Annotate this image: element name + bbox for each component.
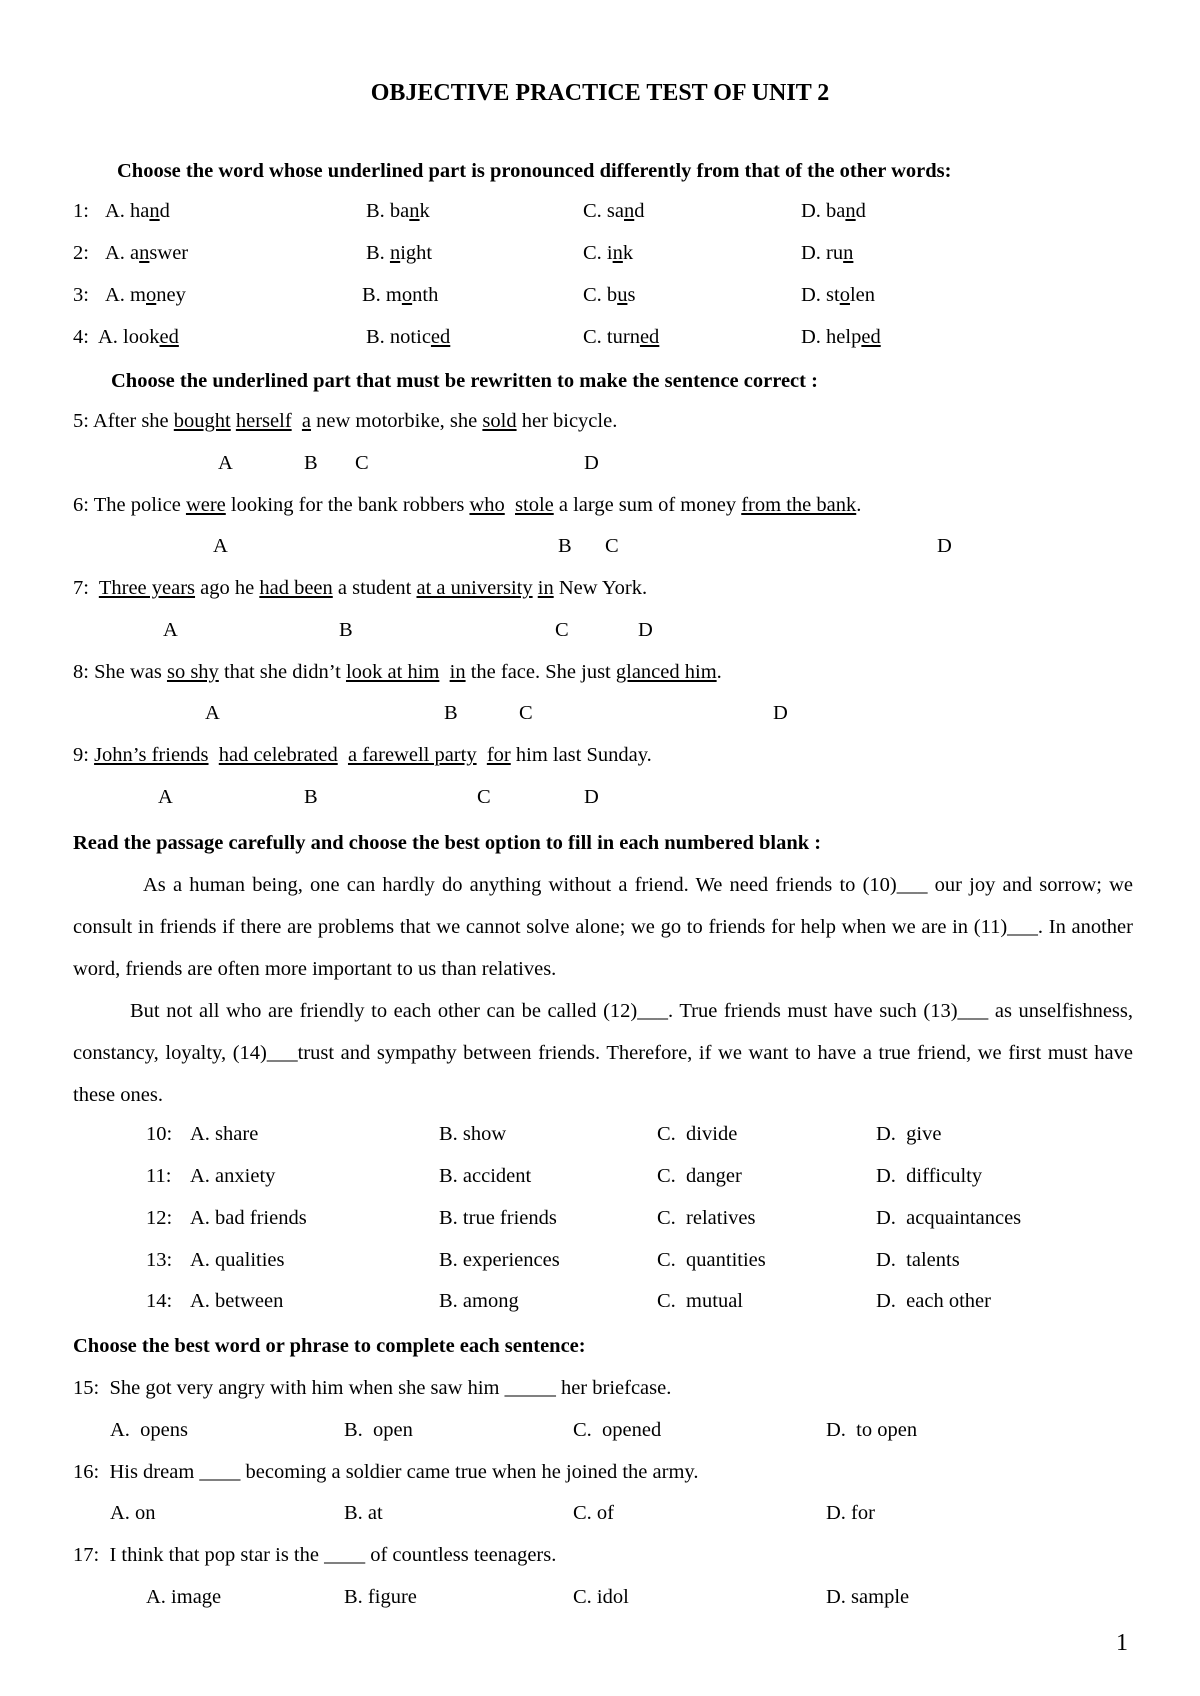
option-text: k <box>622 242 634 264</box>
option-letter: B <box>444 702 458 724</box>
answer-option: B. figure <box>344 1586 417 1608</box>
underlined-letters: n <box>149 200 160 222</box>
option-text: A. look <box>98 326 160 348</box>
answer-option <box>801 282 875 308</box>
section4-heading: Choose the best word or phrase to complete each sentence: <box>73 1335 586 1357</box>
answer-option <box>583 282 635 308</box>
question-number: 11: <box>146 1165 172 1187</box>
option-text: C. turn <box>583 326 640 348</box>
option-text: ney <box>156 284 186 306</box>
option-text: D. st <box>801 284 840 306</box>
option-text: d <box>634 200 645 222</box>
underlined-part: John’s friends <box>94 744 209 766</box>
underlined-part: were <box>185 494 226 516</box>
answer-option: B. accident <box>439 1165 532 1187</box>
answer-option <box>583 198 645 224</box>
underlined-letters: o <box>401 284 413 306</box>
question-number: 10: <box>146 1123 173 1145</box>
answer-option: B. among <box>439 1290 519 1312</box>
section1-heading: Choose the word whose underlined part is pronounced differently from that of the other words: <box>117 160 952 182</box>
answer-option: A. on <box>110 1502 156 1524</box>
sentence-text: her bicycle. <box>516 410 618 432</box>
option-text: C. sa <box>583 200 624 222</box>
answer-option: D. to open <box>826 1419 918 1441</box>
option-text: A. m <box>105 284 146 306</box>
option-letter: B <box>304 452 318 474</box>
answer-option: B. at <box>344 1502 383 1524</box>
underlined-part: at a university <box>416 577 533 599</box>
question-number: 5: <box>73 410 89 432</box>
question-number: 3: <box>73 284 89 306</box>
answer-option: C. danger <box>657 1165 742 1187</box>
question-text: 17: I think that pop star is the ____ of countless teenagers. <box>73 1544 557 1566</box>
underlined-letters: o <box>839 284 850 306</box>
sentence-text: She was <box>94 661 167 683</box>
option-letter: D <box>937 535 952 557</box>
answer-option <box>105 198 170 224</box>
option-text: d <box>159 200 170 222</box>
sentence-text: a large sum of money <box>553 494 742 516</box>
option-letter: A <box>213 535 228 557</box>
answer-option: A. anxiety <box>190 1165 276 1187</box>
sentence-text: looking for the bank robbers <box>225 494 470 516</box>
option-text: s <box>627 284 636 306</box>
option-letter: D <box>638 619 653 641</box>
underlined-part: had been <box>259 577 333 599</box>
answer-option <box>583 240 633 266</box>
underlined-part: sold <box>482 410 517 432</box>
underlined-part: for <box>486 744 511 766</box>
answer-option: D. talents <box>876 1249 960 1271</box>
option-text: D. ru <box>801 242 844 264</box>
question-text: 15: She got very angry with him when she saw him _____ her briefcase. <box>73 1377 672 1399</box>
answer-option <box>366 240 432 266</box>
reading-passage <box>73 864 1133 1116</box>
underlined-letters: n <box>843 242 854 264</box>
section2-heading: Choose the underlined part that must be rewritten to make the sentence correct : <box>111 370 818 392</box>
option-letter: A <box>158 786 173 808</box>
option-letter: B <box>558 535 572 557</box>
option-text: len <box>849 284 876 306</box>
option-text: D. ba <box>801 200 846 222</box>
sentence-text: New York. <box>553 577 648 599</box>
answer-option <box>583 324 659 350</box>
answer-option <box>801 324 881 350</box>
option-text: B. ba <box>366 200 410 222</box>
answer-option: D. difficulty <box>876 1165 983 1187</box>
question-number: 13: <box>146 1249 173 1271</box>
option-letter: C <box>605 535 619 557</box>
answer-option: B. experiences <box>439 1249 560 1271</box>
answer-option: C. opened <box>573 1419 662 1441</box>
option-letter: C <box>477 786 491 808</box>
sentence-line <box>73 659 722 685</box>
option-text: k <box>419 200 430 222</box>
option-text: C. b <box>583 284 618 306</box>
answer-option: C. mutual <box>657 1290 743 1312</box>
underlined-part: in <box>537 577 554 599</box>
option-text: D. help <box>801 326 862 348</box>
passage-paragraph-2: But not all who are friendly to each other can be called (12)___. True friends must have such (13)___ as unselfishness, constancy, loyalty, (14)___trust and sympathy between friends. Therefore, if we want to have a true friend, we first must have these ones. <box>73 1000 1133 1106</box>
underlined-letters: n <box>139 242 150 264</box>
option-letter: C <box>519 702 533 724</box>
option-text: B. notic <box>366 326 431 348</box>
answer-option: C. of <box>573 1502 614 1524</box>
underlined-part: had celebrated <box>218 744 338 766</box>
answer-option: D. acquaintances <box>876 1207 1022 1229</box>
sentence-line <box>73 408 617 434</box>
answer-option: B. show <box>439 1123 507 1145</box>
sentence-text <box>338 744 348 766</box>
sentence-text: . <box>856 494 862 516</box>
answer-option: B. true friends <box>439 1207 557 1229</box>
sentence-text: the face. She just <box>465 661 616 683</box>
answer-option: D. sample <box>826 1586 910 1608</box>
option-letter: D <box>773 702 788 724</box>
answer-option: A. between <box>190 1290 284 1312</box>
answer-option: C. relatives <box>657 1207 756 1229</box>
underlined-letters: ed <box>639 326 660 348</box>
sentence-text: that she didn’t <box>218 661 346 683</box>
option-letter: D <box>584 452 599 474</box>
answer-option: A. opens <box>110 1419 189 1441</box>
passage-paragraph-1: As a human being, one can hardly do anything without a friend. We need friends to (10)___ our joy and sorrow; we consult in friends if there are problems that we cannot solve alone; we go to friends for help when we are in (11)___. In another word, friends are often more important to us than relatives. <box>73 874 1133 980</box>
answer-option <box>105 240 188 266</box>
option-letter: C <box>355 452 369 474</box>
sentence-text <box>505 494 515 516</box>
option-text: B. m <box>362 284 402 306</box>
sentence-text <box>209 744 219 766</box>
option-letter: A <box>205 702 220 724</box>
question-number: 7: <box>73 577 89 599</box>
answer-option <box>366 198 430 224</box>
underlined-letters: ed <box>861 326 881 348</box>
question-number: 2: <box>73 242 89 264</box>
option-letter: B <box>304 786 318 808</box>
underlined-part: glanced him <box>615 661 717 683</box>
answer-option: D. give <box>876 1123 942 1145</box>
underlined-part: look at him <box>345 661 440 683</box>
answer-option: A. share <box>190 1123 259 1145</box>
underlined-part: in <box>449 661 466 683</box>
underlined-letters: n <box>389 242 401 264</box>
page-number: 1 <box>1116 1630 1128 1656</box>
sentence-text: ago he <box>195 577 260 599</box>
question-number: 8: <box>73 661 89 683</box>
answer-option: D. for <box>826 1502 875 1524</box>
answer-option: C. divide <box>657 1123 738 1145</box>
answer-option: B. open <box>344 1419 413 1441</box>
question-number: 1: <box>73 200 89 222</box>
underlined-letters: ed <box>430 326 451 348</box>
underlined-part: Three years <box>98 577 196 599</box>
option-letter: C <box>555 619 569 641</box>
option-text: d <box>855 200 866 222</box>
underlined-letters: ed <box>159 326 179 348</box>
underlined-part: a <box>301 410 312 432</box>
question-number: 6: <box>73 494 89 516</box>
answer-option <box>366 324 450 350</box>
section3-heading: Read the passage carefully and choose the best option to fill in each numbered blank : <box>73 832 822 854</box>
underlined-part: who <box>469 494 505 516</box>
answer-option <box>105 282 186 308</box>
underlined-part: a farewell party <box>347 744 477 766</box>
answer-option: C. idol <box>573 1586 629 1608</box>
answer-option: A. bad friends <box>190 1207 307 1229</box>
sentence-text: . <box>716 661 722 683</box>
underlined-part: bought <box>173 410 231 432</box>
question-number: 9: <box>73 744 89 766</box>
answer-option <box>801 198 866 224</box>
option-text: A. ha <box>105 200 150 222</box>
option-text: ight <box>400 242 433 264</box>
answer-option <box>362 282 438 308</box>
sentence-text <box>439 661 449 683</box>
underlined-letters: n <box>612 242 623 264</box>
answer-option: A. image <box>146 1586 222 1608</box>
page-title: OBJECTIVE PRACTICE TEST OF UNIT 2 <box>370 80 830 106</box>
answer-option <box>801 240 853 266</box>
option-text: B. <box>366 242 390 264</box>
underlined-part: from the bank <box>741 494 857 516</box>
sentence-text: After she <box>92 410 174 432</box>
underlined-letters: n <box>409 200 420 222</box>
question-number: 12: <box>146 1207 173 1229</box>
answer-option <box>98 324 179 350</box>
sentence-text: a student <box>332 577 417 599</box>
answer-option: D. each other <box>876 1290 991 1312</box>
underlined-letters: n <box>624 200 635 222</box>
sentence-text <box>477 744 487 766</box>
sentence-text: new motorbike, she <box>311 410 483 432</box>
option-text: swer <box>149 242 189 264</box>
sentence-text: The police <box>93 494 186 516</box>
sentence-text <box>292 410 302 432</box>
option-letter: A <box>218 452 233 474</box>
option-letter: B <box>339 619 353 641</box>
underlined-letters: n <box>845 200 856 222</box>
answer-option: C. quantities <box>657 1249 766 1271</box>
sentence-line <box>73 575 647 601</box>
underlined-letters: u <box>617 284 628 306</box>
underlined-part: so shy <box>166 661 219 683</box>
underlined-part: stole <box>515 494 554 516</box>
sentence-line <box>73 742 652 768</box>
sentence-text: him last Sunday. <box>510 744 652 766</box>
question-text: 16: His dream ____ becoming a soldier came true when he joined the army. <box>73 1461 699 1483</box>
underlined-part: herself <box>235 410 292 432</box>
question-number: 14: <box>146 1290 173 1312</box>
option-letter: D <box>584 786 599 808</box>
option-text: nth <box>412 284 439 306</box>
sentence-line <box>73 492 861 518</box>
answer-option: A. qualities <box>190 1249 285 1271</box>
option-text: C. i <box>583 242 613 264</box>
option-text: A. a <box>105 242 140 264</box>
underlined-letters: o <box>146 284 157 306</box>
option-letter: A <box>163 619 178 641</box>
question-number: 4: <box>73 326 89 348</box>
